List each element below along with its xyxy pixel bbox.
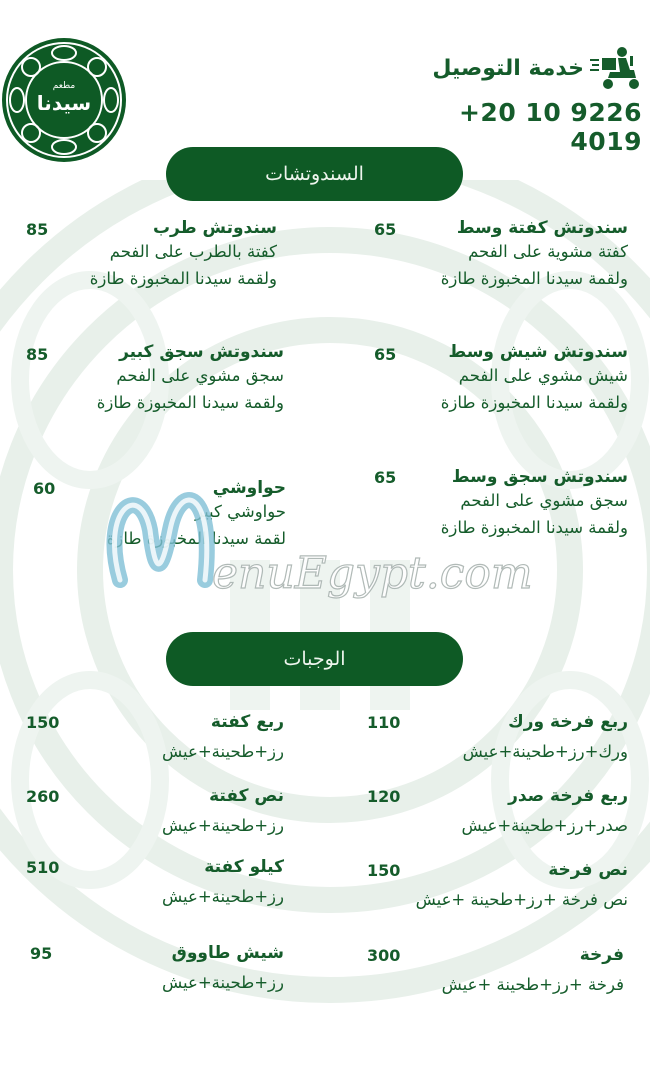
menu-item: فرخة فرخة +رز+طحينة +عيش — [441, 945, 624, 994]
delivery-scooter-icon — [590, 44, 642, 92]
restaurant-logo-icon — [0, 36, 128, 164]
section-header-meals: الوجبات — [166, 632, 463, 686]
menu-item: سندوتش سجق كبير سجق مشوي على الفحم ولقمة سيدنا المخبوزة طازة — [96, 342, 284, 412]
delivery-info — [382, 44, 642, 156]
item-price: 65 — [374, 345, 397, 364]
delivery-label: خدمة التوصيل — [432, 55, 584, 81]
item-price: 150 — [367, 861, 401, 880]
delivery-phone[interactable]: +20 10 9226 4019 — [458, 98, 642, 156]
menu-item: نص فرخة نص فرخة +رز+طحينة +عيش — [415, 860, 628, 909]
menu-item: ربع كفتة رز+طحينة+عيش — [161, 712, 284, 761]
menu-item: سندوتش كفتة وسط كفتة مشوية على الفحم ولقمة سيدنا المخبوزة طازة — [440, 218, 628, 288]
menu-item: نص كفتة رز+طحينة+عيش — [161, 786, 284, 835]
section-header-sandwiches: السندوتشات — [166, 147, 463, 201]
item-price: 120 — [367, 787, 401, 806]
menu-item: حواوشي حواوشي كبير لقمة سيدنا المخبوزة طازة — [106, 478, 286, 548]
item-price: 85 — [26, 345, 49, 364]
item-price: 260 — [26, 787, 60, 806]
item-price: 65 — [374, 468, 397, 487]
menu-item: ربع فرخة ورك ورك+رز+طحينة+عيش — [462, 712, 628, 761]
item-price: 65 — [374, 220, 397, 239]
item-price: 300 — [367, 946, 401, 965]
svg-text:سيدنا: سيدنا — [36, 91, 92, 115]
item-price: 110 — [367, 713, 401, 732]
menu-item: كيلو كفتة رز+طحينة+عيش — [161, 857, 284, 906]
svg-text:enuEgypt.com: enuEgypt.com — [212, 548, 533, 599]
menu-item: سندوتش شيش وسط شيش مشوي على الفحم ولقمة سيدنا المخبوزة طازة — [440, 342, 628, 412]
menu-item: شيش طاووق رز+طحينة+عيش — [161, 943, 284, 992]
item-price: 60 — [33, 479, 56, 498]
menu-item: سندوتش سجق وسط سجق مشوي على الفحم ولقمة سيدنا المخبوزة طازة — [440, 467, 628, 537]
item-price: 510 — [26, 858, 60, 877]
svg-text:مطعم: مطعم — [52, 81, 76, 91]
item-price: 95 — [30, 944, 53, 963]
menu-item: ربع فرخة صدر صدر+رز+طحينة+عيش — [461, 786, 628, 835]
item-price: 150 — [26, 713, 60, 732]
item-price: 85 — [26, 220, 49, 239]
menu-item: سندوتش طرب كفتة بالطرب على الفحم ولقمة سيدنا المخبوزة طازة — [89, 218, 277, 288]
